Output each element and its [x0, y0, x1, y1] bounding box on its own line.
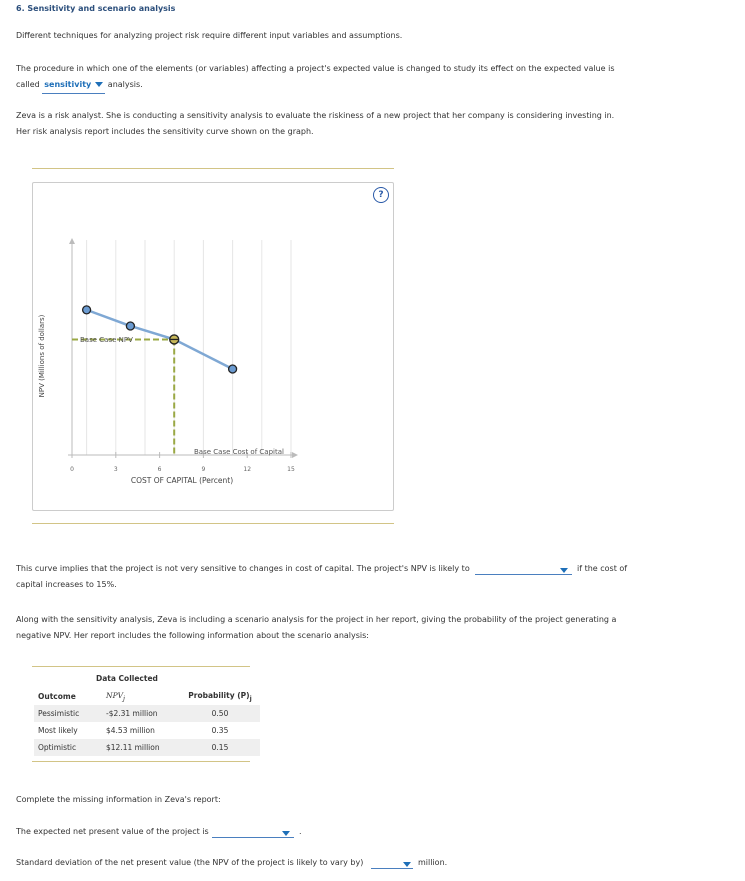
x-tick-label: 9 — [201, 466, 206, 473]
x-axis-arrow-icon — [292, 452, 298, 458]
definition-line1: The procedure in which one of the elements (or variables) affecting a project's expected value is changed to study its effect on the expected value is — [16, 64, 615, 73]
x-tick-label: 15 — [287, 466, 295, 473]
scenario-table — [34, 688, 260, 756]
chevron-down-icon — [403, 862, 411, 867]
base-npv-label: Base Case NPV — [80, 336, 133, 344]
data-point — [126, 322, 134, 330]
x-tick-label: 0 — [70, 466, 74, 473]
header-outcome: Outcome — [38, 692, 76, 701]
implication-suffix: if the cost of — [577, 564, 628, 573]
table-header-row — [34, 688, 260, 705]
cell-npv: -$2.31 million — [102, 705, 180, 722]
std-dev-suffix: million. — [418, 858, 448, 867]
intro-text: Different techniques for analyzing project risk require different input variables and assumptions. — [16, 31, 403, 40]
implication-line2: capital increases to 15%. — [16, 580, 117, 589]
npv-change-dropdown[interactable] — [475, 563, 572, 575]
data-point — [229, 365, 237, 373]
cell-npv: $12.11 million — [102, 739, 180, 756]
header-npv — [102, 688, 180, 705]
x-tick-label: 3 — [113, 466, 118, 473]
definition-prefix: called — [16, 80, 40, 89]
header-prob-text: Probability (P) — [188, 690, 250, 700]
expected-npv-label: The expected net present value of the project is — [16, 827, 209, 836]
cell-outcome: Most likely — [38, 726, 78, 735]
x-tick-label: 12 — [243, 466, 252, 473]
scenario-analysis-line2: negative NPV. Her report includes the following information about the scenario analysis: — [16, 631, 369, 640]
definition-suffix: analysis. — [107, 80, 143, 89]
table-divider-top — [32, 666, 250, 667]
header-probability — [180, 688, 260, 705]
cell-prob: 0.50 — [180, 705, 260, 722]
scenario-analysis-paragraph — [16, 612, 631, 644]
table-super-header: Data Collected — [96, 674, 158, 683]
base-case-guides — [72, 339, 174, 455]
table-row — [34, 739, 260, 756]
chevron-down-icon — [560, 568, 568, 573]
header-npv-text: NPV — [106, 690, 124, 700]
cell-outcome: Optimistic — [34, 739, 102, 756]
base-coc-label: Base Case Cost of Capital — [194, 448, 284, 456]
header-prob-sub: j — [249, 695, 252, 703]
cell-npv: $4.53 million — [106, 726, 155, 735]
scenario-line1: Zeva is a risk analyst. She is conducting a sensitivity analysis to evaluate the riskiness of a new project that her company is considering investing in. — [16, 111, 615, 120]
scenario-analysis-line1: Along with the sensitivity analysis, Zeva is including a scenario analysis for the project in her report, giving the probability of the project generating a — [16, 615, 617, 624]
question-title: 6. Sensitivity and scenario analysis — [16, 4, 176, 13]
scenario-line2: Her risk analysis report includes the sensitivity curve shown on the graph. — [16, 127, 314, 136]
std-dev-label: Standard deviation of the net present value (the NPV of the project is likely to vary by) — [16, 858, 364, 867]
divider-bottom — [32, 523, 394, 524]
help-icon[interactable]: ? — [373, 187, 389, 203]
cell-prob: 0.35 — [211, 726, 229, 735]
complete-prompt: Complete the missing information in Zeva's report: — [16, 795, 221, 804]
y-axis-label: NPV (Millions of dollars) — [38, 314, 46, 398]
x-axis-label: COST OF CAPITAL (Percent) — [130, 476, 234, 485]
table-row — [34, 722, 260, 739]
implication-text: This curve implies that the project is not very sensitive to changes in cost of capital. The project's NPV is likely to — [16, 564, 470, 573]
cell-prob: 0.15 — [180, 739, 260, 756]
y-axis-arrow-icon — [69, 238, 75, 244]
data-point — [83, 306, 91, 314]
table-row — [34, 705, 260, 722]
cell-outcome: Pessimistic — [34, 705, 102, 722]
table-divider-bottom — [32, 761, 250, 762]
x-tick-label: 6 — [157, 466, 162, 473]
header-npv-sub: j — [123, 695, 125, 703]
definition-selected: sensitivity — [44, 80, 92, 89]
chevron-down-icon — [282, 831, 290, 836]
expected-npv-suffix: . — [299, 827, 302, 836]
